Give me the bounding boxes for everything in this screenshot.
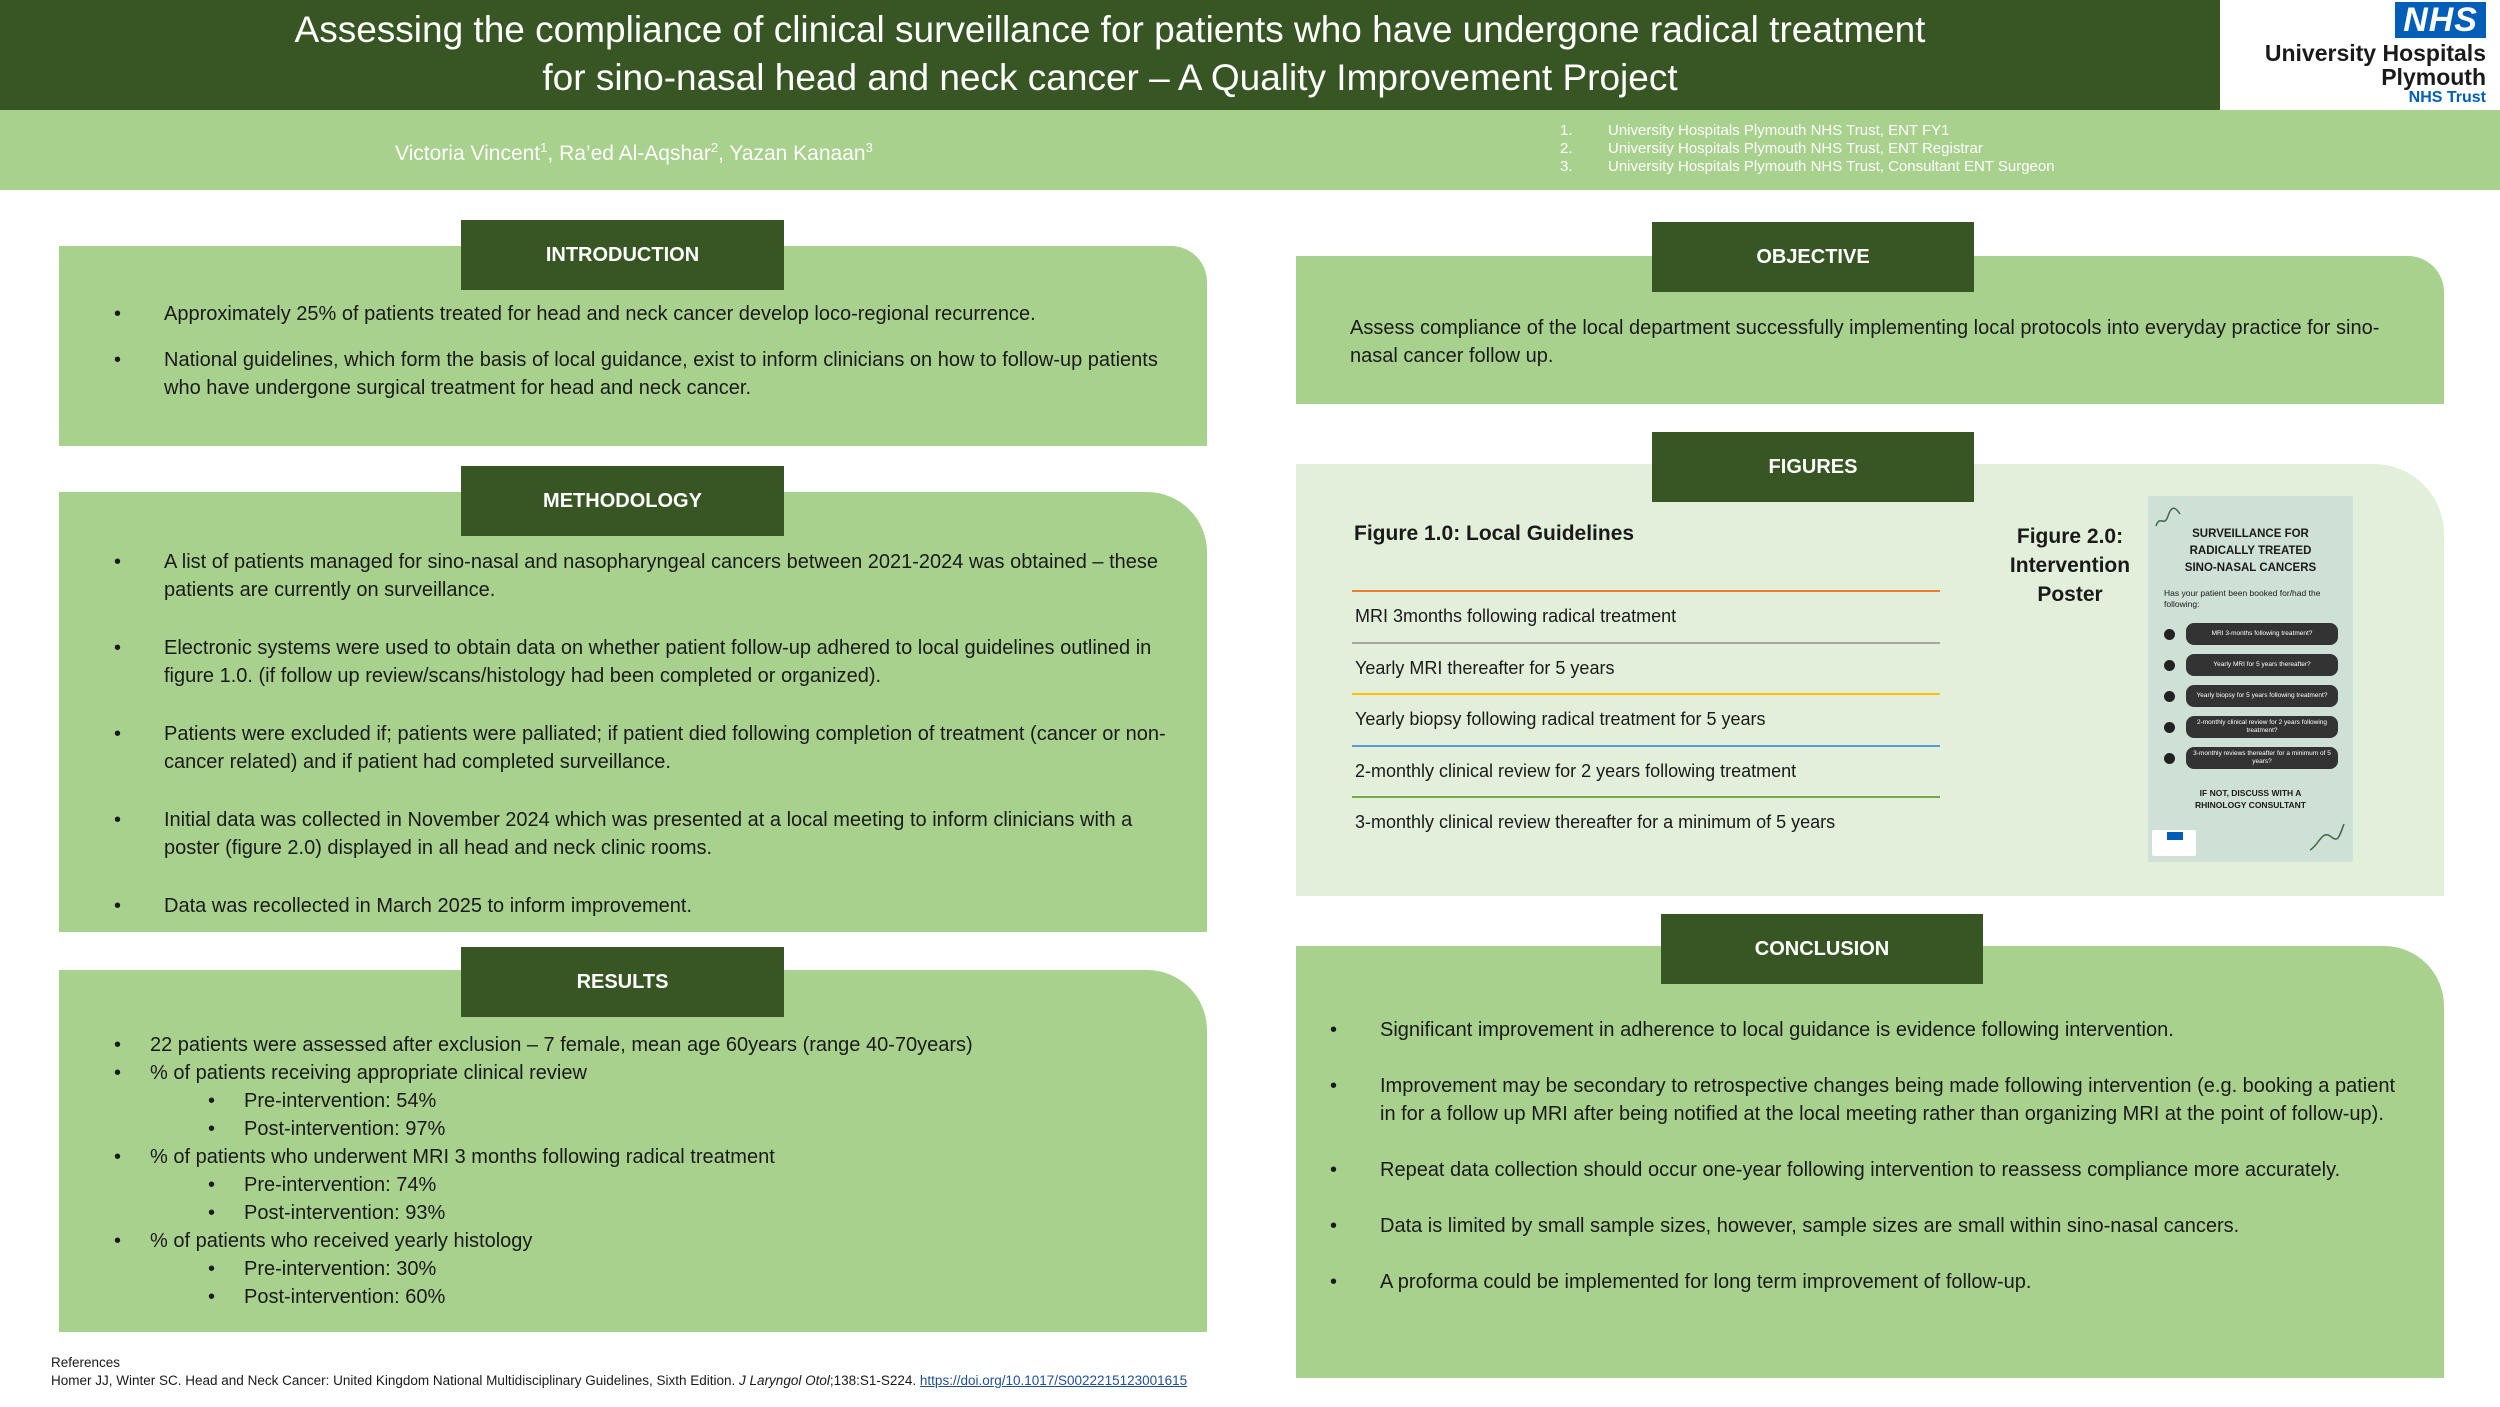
author-name: Ra’ed Al-Aqshar [559, 142, 711, 165]
affiliation-text: University Hospitals Plymouth NHS Trust, ENT Registrar [1608, 140, 1983, 157]
author-affil-number: 3 [865, 140, 873, 155]
squiggle-icon [2308, 820, 2348, 854]
affiliation-item [1560, 122, 2055, 140]
reference-citation [51, 1372, 1187, 1390]
citation-text: ;138:S1-S224. [829, 1373, 920, 1388]
mini-poster-title [2148, 526, 2353, 577]
list-item: • Electronic systems were used to obtain data on whether patient follow-up adhered to local guidelines outlined in figure 1.0. (if follow up review/scans/histology had been completed or organized). [164, 634, 1174, 690]
author-bar [0, 110, 2500, 190]
mini-poster-title-line: SINO-NASAL CANCERS [2184, 562, 2317, 574]
figure2-title: Figure 2.0: Intervention Poster [2009, 525, 2131, 606]
result-line: • 22 patients were assessed after exclusion – 7 female, mean age 60years (range 40-70years) [150, 1031, 1190, 1059]
result-subline: • Post-intervention: 60% [150, 1283, 1190, 1311]
methodology-heading: METHODOLOGY [461, 466, 784, 536]
figure1-title: Figure 1.0: Local Guidelines [1354, 522, 1635, 545]
mini-poster-item [2164, 747, 2344, 769]
results-list [150, 1031, 1190, 1311]
bullet-dot-icon [2164, 660, 2175, 671]
objective-heading: OBJECTIVE [1652, 222, 1974, 292]
author-list: Victoria Vincent$^1$, Ra’ed Al-Aqshar$^2$, Yazan Kanaan$^3$ [395, 140, 873, 165]
mini-poster-title-line: RADICALLY TREATED [2189, 545, 2312, 557]
mini-poster-item [2164, 623, 2344, 645]
list-item: • Initial data was collected in November 2024 which was presented at a local meeting to inform clinicians with a poster (figure 2.0) displayed in all head and neck clinic rooms. [164, 806, 1174, 862]
guideline-item: 3-monthly clinical review thereafter for a minimum of 5 years [1352, 796, 1940, 848]
introduction-heading: INTRODUCTION [461, 220, 784, 290]
mini-poster-footer-line: IF NOT, DISCUSS WITH A [2199, 788, 2302, 798]
logo-org-line-2: Plymouth [2381, 64, 2486, 90]
result-subline: • Pre-intervention: 30% [150, 1255, 1190, 1283]
guideline-item: Yearly biopsy following radical treatment for 5 years [1352, 693, 1940, 745]
figures-heading: FIGURES [1652, 432, 1974, 502]
conclusion-list [1380, 1016, 2410, 1324]
mini-poster-pill: 2-monthly clinical review for 2 years following treatment? [2186, 716, 2338, 738]
mini-poster-footer-line: RHINOLOGY CONSULTANT [2195, 800, 2306, 810]
affiliation-number: 2. [1560, 140, 1573, 157]
affiliation-number: 1. [1560, 122, 1573, 139]
list-item: • National guidelines, which form the basis of local guidance, exist to inform clinicians on how to follow-up patients who have undergone surgical treatment for head and neck cancer. [164, 346, 1164, 402]
mini-poster-logo [2152, 830, 2196, 856]
mini-poster-pill: MRI 3-months following treatment? [2186, 623, 2338, 645]
conclusion-heading: CONCLUSION [1661, 914, 1983, 984]
title-bar [0, 0, 2220, 110]
logo-org-line-1: University Hospitals [2264, 40, 2486, 66]
affiliation-item [1560, 158, 2055, 176]
guideline-item: MRI 3months following radical treatment [1352, 590, 1940, 642]
list-item: • Patients were excluded if; patients were palliated; if patient died following completion of treatment (cancer or non-cancer related) and if patient had completed surveillance. [164, 720, 1174, 776]
references [51, 1354, 1187, 1390]
list-item: • Data was recollected in March 2025 to inform improvement. [164, 892, 1174, 920]
squiggle-icon [2154, 504, 2184, 530]
list-item: • Data is limited by small sample sizes, however, sample sizes are small within sino-nasal cancers. [1380, 1212, 2410, 1240]
result-subline: • Post-intervention: 97% [150, 1115, 1190, 1143]
list-item: • A proforma could be implemented for long term improvement of follow-up. [1380, 1268, 2410, 1296]
result-subline: • Pre-intervention: 54% [150, 1087, 1190, 1115]
affiliation-text: University Hospitals Plymouth NHS Trust, ENT FY1 [1608, 122, 1950, 139]
guideline-item: 2-monthly clinical review for 2 years following treatment [1352, 745, 1940, 797]
list-item: • Significant improvement in adherence to local guidance is evidence following intervention. [1380, 1016, 2410, 1044]
logo-trust-line: NHS Trust [2408, 89, 2486, 106]
list-item: • Repeat data collection should occur one-year following intervention to reassess compliance more accurately. [1380, 1156, 2410, 1184]
citation-journal: J Laryngol Otol [739, 1373, 830, 1388]
result-subline: • Pre-intervention: 74% [150, 1171, 1190, 1199]
title-line-2: for sino-nasal head and neck cancer – A Quality Improvement Project [542, 57, 1678, 98]
affiliation-item [1560, 140, 2055, 158]
mini-poster-item [2164, 716, 2344, 738]
mini-poster-item [2164, 654, 2344, 676]
mini-poster-footer [2148, 787, 2353, 811]
results-heading: RESULTS [461, 947, 784, 1017]
list-item: • Improvement may be secondary to retrospective changes being made following intervention (e.g. booking a patient in for a follow up MRI after being notified at the local meeting rather than organizing MRI at the point of follow-up). [1380, 1072, 2410, 1128]
doi-link[interactable]: https://doi.org/10.1017/S0022215123001615 [919, 1373, 1188, 1388]
bullet-dot-icon [2164, 753, 2175, 764]
result-subline: • Post-intervention: 93% [150, 1199, 1190, 1227]
author-affil-number: 2 [710, 140, 719, 155]
bullet-dot-icon [2164, 691, 2175, 702]
affiliation-text: University Hospitals Plymouth NHS Trust, Consultant ENT Surgeon [1608, 158, 2055, 175]
result-line: • % of patients receiving appropriate clinical review [150, 1059, 1190, 1087]
bullet-dot-icon [2164, 629, 2175, 640]
bullet-dot-icon [2164, 722, 2175, 733]
guideline-item: Yearly MRI thereafter for 5 years [1352, 642, 1940, 694]
citation-text: Homer JJ, Winter SC. Head and Neck Cancer: United Kingdom National Multidisciplinary Guidelines, Sixth Edition. [51, 1373, 740, 1388]
mini-poster-title-line: SURVEILLANCE FOR [2192, 528, 2309, 540]
poster-title [0, 6, 2220, 102]
intervention-poster-image [2148, 496, 2353, 862]
mini-poster-pill: 3-monthly reviews thereafter for a minimum of 5 years? [2186, 747, 2338, 769]
result-line: • % of patients who underwent MRI 3 months following radical treatment [150, 1143, 1190, 1171]
title-line-1: Assessing the compliance of clinical surveillance for patients who have undergone radical treatment [294, 9, 1926, 50]
mini-poster-item [2164, 685, 2344, 707]
author-name: Yazan Kanaan [729, 142, 866, 165]
references-heading: References [51, 1355, 121, 1370]
introduction-list [164, 300, 1164, 420]
nhs-mini-icon [2167, 832, 2183, 840]
mini-poster-pill: Yearly biopsy for 5 years following treatment? [2186, 685, 2338, 707]
objective-text: Assess compliance of the local department successfully implementing local protocols into everyday practice for sino-nasal cancer follow up. [1350, 317, 2380, 367]
author-name: Victoria Vincent [395, 142, 541, 165]
list-item: • Approximately 25% of patients treated for head and neck cancer develop loco-regional recurrence. [164, 300, 1164, 328]
methodology-list [164, 548, 1174, 950]
nhs-logo [2220, 0, 2500, 110]
guideline-list [1352, 590, 1940, 848]
affiliation-number: 3. [1560, 158, 1573, 175]
list-item: • A list of patients managed for sino-nasal and nasopharyngeal cancers between 2021-2024 was obtained – these patients are currently on surveillance. [164, 548, 1174, 604]
result-line: • % of patients who received yearly histology [150, 1227, 1190, 1255]
author-affil-number: 1 [540, 140, 548, 155]
nhs-badge: NHS [2395, 2, 2486, 38]
mini-poster-pill: Yearly MRI for 5 years thereafter? [2186, 654, 2338, 676]
mini-poster-question: Has your patient been booked for/had the following: [2164, 588, 2321, 609]
affiliation-list [1560, 122, 2055, 176]
